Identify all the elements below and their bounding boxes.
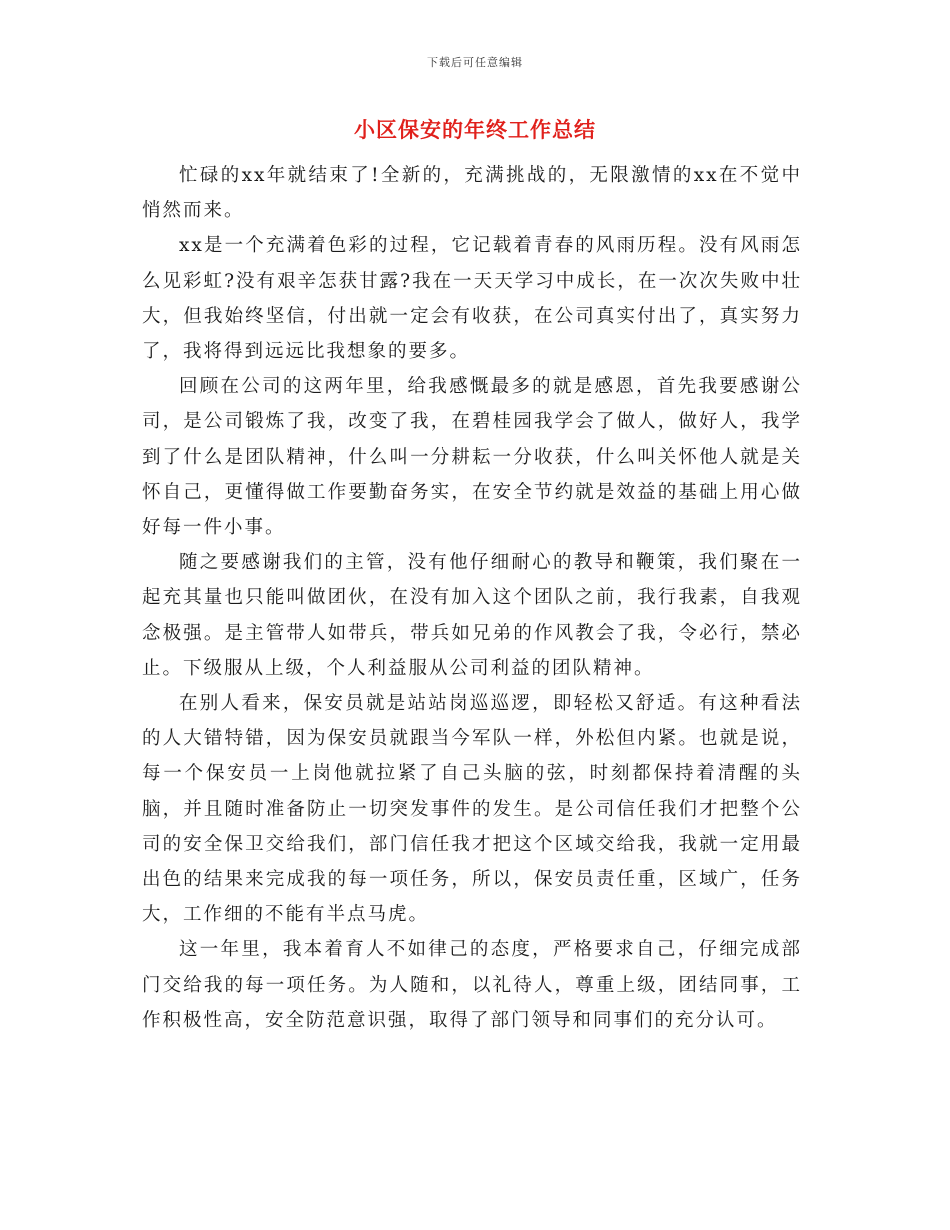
paragraph-3: 回顾在公司的这两年里，给我感慨最多的就是感恩，首先我要感谢公司，是公司锻炼了我，改变了我，在碧桂园我学会了做人，做好人，我学到了什么是团队精神，什么叫一分耕耘一分收获，什么叫关怀他人就是关怀自己，更懂得做工作要勤奋务实，在安全节约就是效益的基础上用心做好每一件小事。	[142, 376, 802, 539]
paragraph-2: xx是一个充满着色彩的过程，它记载着青春的风雨历程。没有风雨怎么见彩虹?没有艰辛怎获甘露?我在一天天学习中成长，在一次次失败中壮大，但我始终坚信，付出就一定会有收获，在公司真实付出了，真实努力了，我将得到远远比我想象的要多。	[142, 235, 802, 363]
document-body	[142, 158, 802, 1038]
paragraph-4: 随之要感谢我们的主管，没有他仔细耐心的教导和鞭策，我们聚在一起充其量也只能叫做团伙，在没有加入这个团队之前，我行我素，自我观念极强。是主管带人如带兵，带兵如兄弟的作风教会了我，令必行，禁必止。下级服从上级，个人利益服从公司利益的团队精神。	[142, 552, 802, 679]
header-note: 下载后可任意编辑	[427, 56, 523, 69]
document-title: 小区保安的年终工作总结	[354, 117, 596, 142]
paragraph-5: 在别人看来，保安员就是站站岗巡巡逻，即轻松又舒适。有这种看法的人大错特错，因为保安员就跟当今军队一样，外松但内紧。也就是说，每一个保安员一上岗他就拉紧了自己头脑的弦，时刻都保持着清醒的头脑，并且随时准备防止一切突发事件的发生。是公司信任我们才把整个公司的安全保卫交给我们，部门信任我才把这个区域交给我，我就一定用最出色的结果来完成我的每一项任务，所以，保安员责任重，区域广，任务大，工作细的不能有半点马虎。	[142, 693, 802, 926]
paragraph-6: 这一年里，我本着育人不如律己的态度，严格要求自己，仔细完成部门交给我的每一项任务。为人随和，以礼待人，尊重上级，团结同事，工作积极性高，安全防范意识强，取得了部门领导和同事们的充分认可。	[142, 939, 802, 1031]
paragraph-1: 忙碌的xx年就结束了!全新的，充满挑战的，无限激情的xx在不觉中悄然而来。	[142, 165, 802, 222]
